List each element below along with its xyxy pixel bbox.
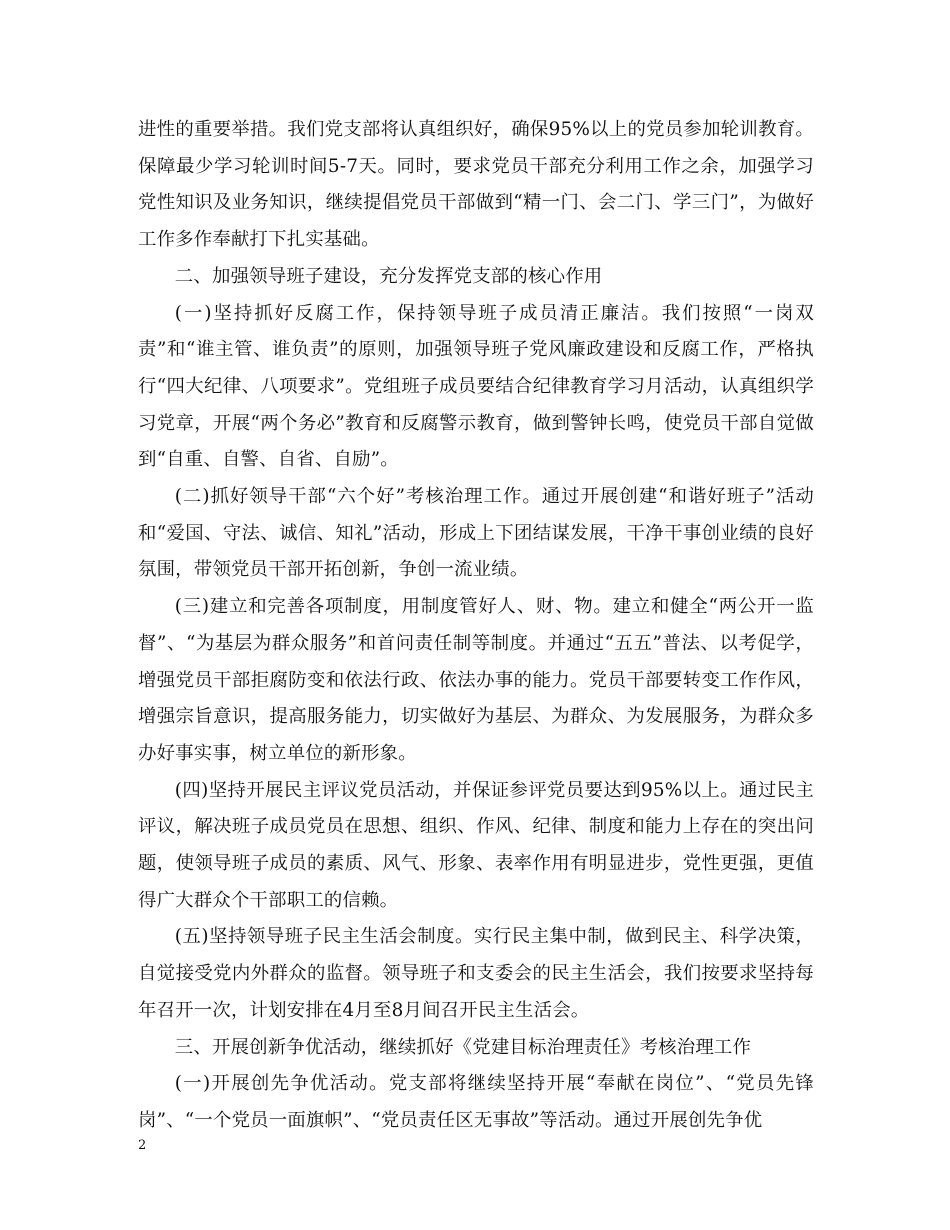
section-heading: 三、开展创新争优活动，继续抓好《党建目标治理责任》考核治理工作 <box>174 1036 752 1058</box>
paragraph: (一)坚持抓好反腐工作，保持领导班子成员清正廉洁。我们按照“一岗双责”和“谁主管、谁负责”的原则，加强领导班子党风廉政建设和反腐工作，严格执行“四大纪律、八项要求”。党组班子成员要结合纪律教育学习月活动，认真组织学习党章，开展“两个务必”教育和反腐警示教育，做到警钟长鸣，使党员干部自觉做到“自重、自警、自省、自励”。 <box>138 302 814 471</box>
paragraph: (五)坚持领导班子民主生活会制度。实行民主集中制，做到民主、科学决策，自觉接受党内外群众的监督。领导班子和支委会的民主生活会，我们按要求坚持每年召开一次，计划安排在4月至8月间召开民主生活会。 <box>138 926 814 1021</box>
page-number: 2 <box>138 1138 147 1153</box>
paragraph: (三)建立和完善各项制度，用制度管好人、财、物。建立和健全“两公开一监督”、“为基层为群众服务”和首问责任制等制度。并通过“五五”普法、以考促学，增强党员干部拒腐防变和依法行政、依法办事的能力。党员干部要转变工作作风，增强宗旨意识，提高服务能力，切实做好为基层、为群众、为发展服务，为群众多办好事实事，树立单位的新形象。 <box>138 596 814 764</box>
paragraph: (四)坚持开展民主评议党员活动，并保证参评党员要达到95%以上。通过民主评议，解决班子成员党员在思想、组织、作风、纪律、制度和能力上存在的突出问题，使领导班子成员的素质、风气、形象、表率作用有明显进步，党性更强，更值得广大群众个干部职工的信赖。 <box>138 779 814 911</box>
paragraph: (二)抓好领导干部“六个好”考核治理工作。通过开展创建“和谐好班子”活动和“爱国、守法、诚信、知礼”活动，形成上下团结谋发展，干净干事创业绩的良好氛围，带领党员干部开拓创新，争创一流业绩。 <box>138 486 814 581</box>
paragraph: (一)开展创先争优活动。党支部将继续坚持开展“奉献在岗位”、“党员先锋岗”、“一个党员一面旗帜”、“党员责任区无事故”等活动。通过开展创先争优 <box>138 1073 814 1131</box>
section-heading: 二、加强领导班子建设，充分发挥党支部的核心作用 <box>174 265 603 287</box>
paragraph: 进性的重要举措。我们党支部将认真组织好，确保95%以上的党员参加轮训教育。保障最少学习轮训时间5-7天。同时，要求党员干部充分利用工作之余，加强学习党性知识及业务知识，继续提倡党员干部做到“精一门、会二门、学三门”，为做好工作多作奉献打下扎实基础。 <box>138 119 814 251</box>
document-body <box>138 112 814 1140</box>
